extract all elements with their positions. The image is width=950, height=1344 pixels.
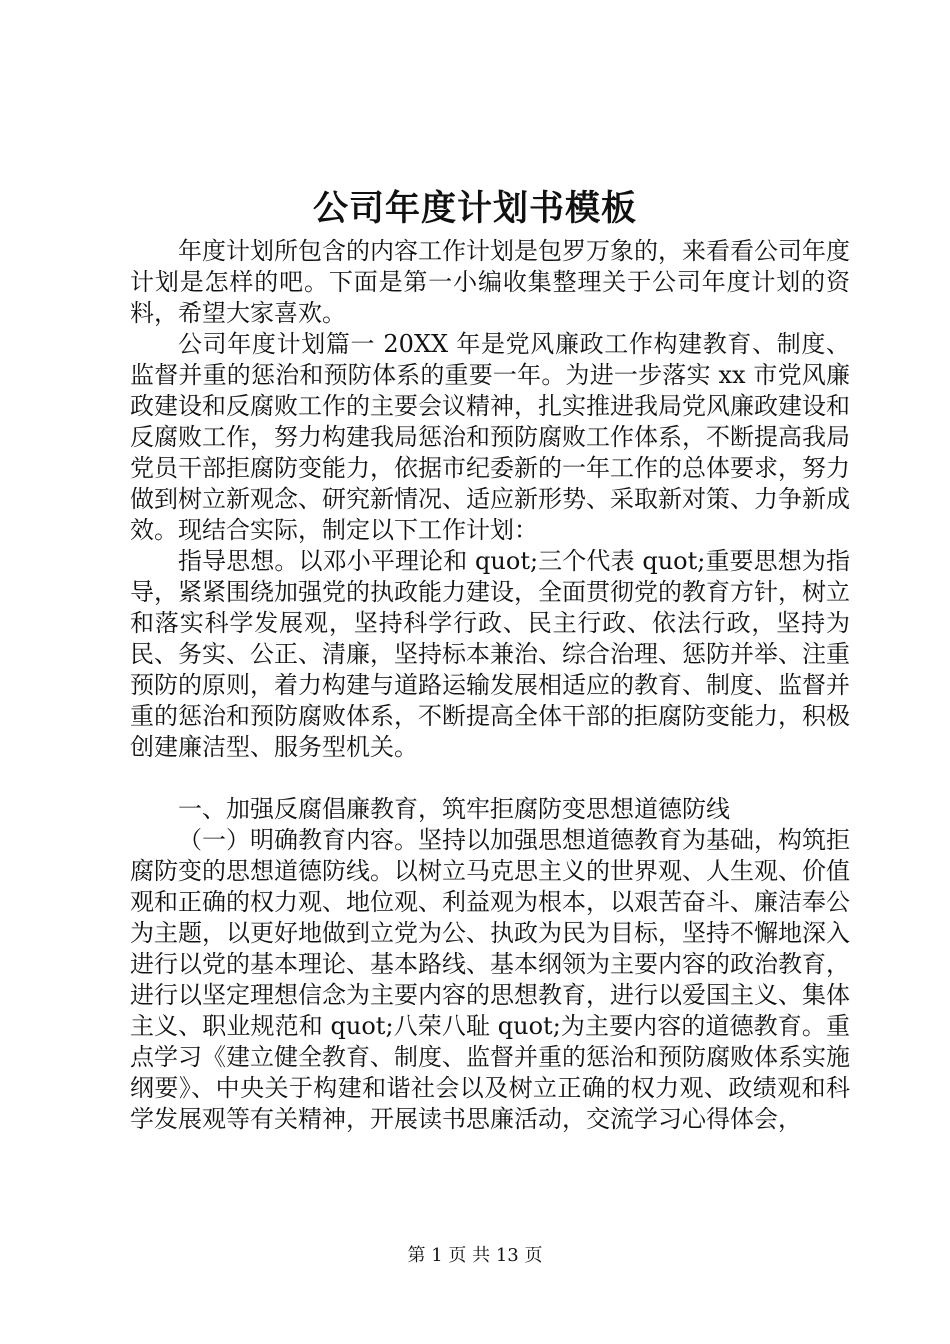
paragraph-intro: 年度计划所包含的内容工作计划是包罗万象的，来看看公司年度计划是怎样的吧。下面是第一小编收集整理关于公司年度计划的资料，希望大家喜欢。 [130,237,850,327]
section-heading-one: 一、加强反腐倡廉教育，筑牢拒腐防变思想道德防线 [178,795,730,823]
document-body [130,236,850,1135]
paragraph-plan-one: 公司年度计划篇一 20XX 年是党风廉政工作构建教育、制度、监督并重的惩治和预防体系的重要一年。为进一步落实 xx 市党风廉政建设和反腐败工作的主要会议精神，扎实推进我局党风廉政建设和反腐败工作，努力构建我局惩治和预防腐败工作体系，不断提高我局党员干部拒腐防变能力，依据市纪委新的一年工作的总体要求，努力做到树立新观念、研究新情况、适应新形势、采取新对策、力争新成效。现结合实际，制定以下工作计划： [130,330,850,544]
page-footer: 第 1 页 共 13 页 [407,1245,543,1266]
document-title: 公司年度计划书模板 [312,189,637,229]
paragraph-education-content: （一）明确教育内容。坚持以加强思想道德教育为基础，构筑拒腐防变的思想道德防线。以树立马克思主义的世界观、人生观、价值观和正确的权力观、地位观、利益观为根本，以艰苦奋斗、廉洁奉公为主题，以更好地做到立党为公、执政为民为目标，坚持不懈地深入进行以党的基本理论、基本路线、基本纲领为主要内容的政治教育，进行以坚定理想信念为主要内容的思想教育，进行以爱国主义、集体主义、职业规范和 quot;八荣八耻 quot;为主要内容的道德教育。重点学习《建立健全教育、制度、监督并重的惩治和预防腐败体系实施纲要》、中央关于构建和谐社会以及树立正确的权力观、政绩观和科学发展观等有关精神，开展读书思廉活动，交流学习心得体会， [130,826,850,1133]
paragraph-guiding-ideology: 指导思想。以邓小平理论和 quot;三个代表 quot;重要思想为指导，紧紧围绕加强党的执政能力建设，全面贯彻党的教育方针，树立和落实科学发展观，坚持科学行政、民主行政、依法行政，坚持为民、务实、公正、清廉，坚持标本兼治、综合治理、惩防并举、注重预防的原则，着力构建与道路运输发展相适应的教育、制度、监督并重的惩治和预防腐败体系，不断提高全体干部的拒腐防变能力，积极创建廉洁型、服务型机关。 [130,547,850,761]
